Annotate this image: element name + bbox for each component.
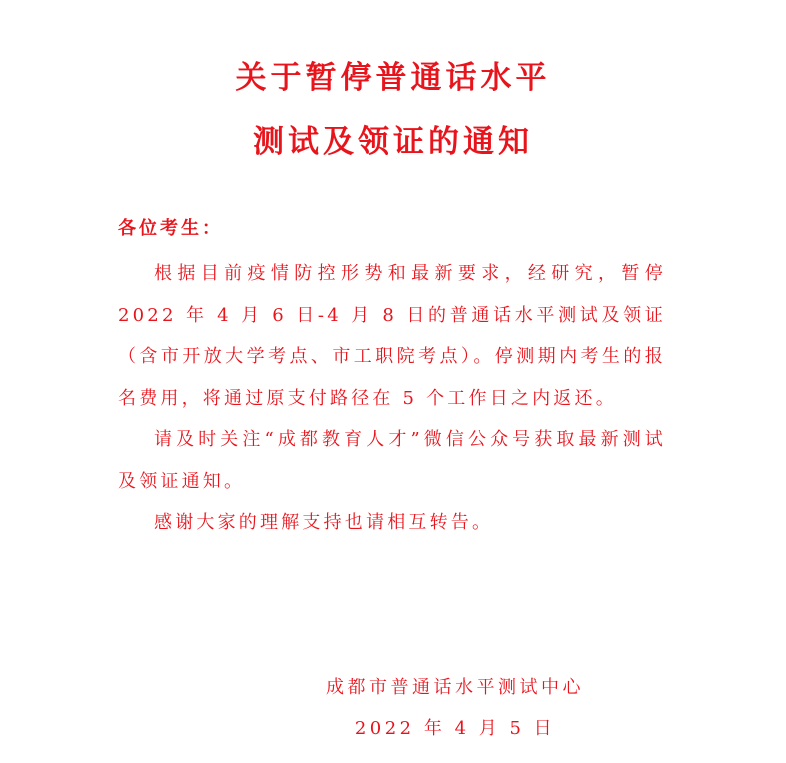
notice-title-line-2: 测试及领证的通知: [253, 124, 533, 160]
paragraph-suspension: 根据目前疫情防控形势和最新要求，经研究，暂停 2022 年 4 月 6 日-4 月 8 日的普通话水平测试及领证（含市开放大学考点、市工职院考点）。停测期内考生的报名费用，将通过原支付路径在 5 个工作日之内返还。: [118, 263, 666, 409]
notice-title-line-1: 关于暂停普通话水平: [235, 60, 551, 96]
signer: 成都市普通话水平测试中心: [326, 677, 584, 698]
salutation: 各位考生：: [118, 218, 223, 239]
issue-date: 2022 年 4 月 5 日: [354, 718, 556, 739]
paragraph-follow-wechat: 请及时关注“成都教育人才”微信公众号获取最新测试及领证通知。: [118, 429, 666, 492]
paragraph-thanks: 感谢大家的理解支持也请相互转告。: [154, 512, 494, 533]
notice-body: [118, 253, 666, 544]
